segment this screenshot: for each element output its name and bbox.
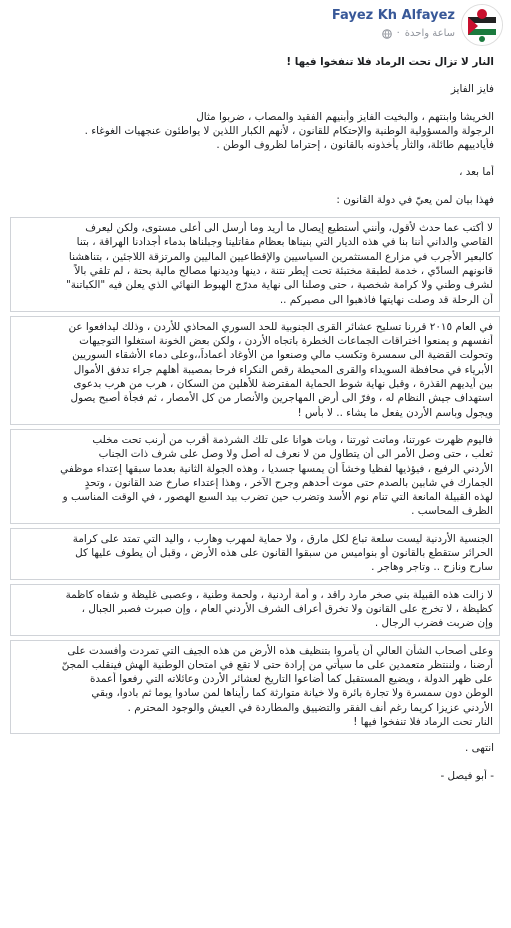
paragraph-line: بين أيديهم القذرة ، وقبل نهاية شوط الحماية المفترضة للأهلين من السكان ، هرب من هرب بدعوى [73,378,493,391]
paragraph-line: فايز الفايز [450,83,494,96]
post-paragraph [10,316,500,425]
post-body [10,52,500,793]
paragraph-line: أما بعد ، [459,166,494,179]
paragraph-line: فاليوم ظهرت عورتنا، وماتت ثورتنا ، وبات هوانا على تلك الشرذمة أقرب من أرنب تحت مخلب [92,433,493,446]
post-paragraph [10,766,500,787]
paragraph-line: - أبو فيصل - [440,769,494,782]
paragraph-line: الجنسية الأردنية ليست سلعة تباع لكل مارق ، ولا حماية لمهرب وهارب ، واليد التي تمتد على كرامة [72,532,493,545]
post-paragraph [10,107,500,157]
paragraph-line: الأردني الرفيع ، فيؤذيها لفظيا وخشاً أن يمسها جسديا ، وهذه الجولة الثانية بعدما سبقها إعتداء موظفي [60,462,493,475]
paragraph-line: الظرف المحاسب . [411,505,493,518]
paragraph-line: وعلى أصحاب الشأن العالي أن يأمروا بتنظيف هذه الأرض من هذه الجيف التي تمردت وأفسدت على [67,644,493,657]
paragraph-line: وتحولت القضية الى سمسرة وتكسب مالي وصنعوا من الأوغاد أعماداً،،وعلى دماء الأشقاء السوريين [72,349,493,362]
paragraph-line: الرجولة والمسؤولية الوطنية والإحتكام للقانون ، لأنهم الكبار اللذين لا يواطئون عنجهيات الغوغاء . [84,124,494,137]
paragraph-line: أن الرحلة قد وصلت نهايتها فاذهبوا الى مصيركم .. [279,293,493,306]
paragraph-line: على ظهر الدولة ، ويضيع المستقبل كما أضاعوا التاريخ لعشائر الأردن وعائلاته التي رفعوا أعمدة [89,673,493,686]
post-time[interactable]: ساعة واحدة [404,28,455,39]
paragraph-line: وإن ضربت فضرب الرجال . [374,617,493,630]
paragraph-line: لشرف وطني ولا كرامة شخصية ، حتى وصلنا الى نهاية مدرّج الهبوط النهائي الذي يعلن فيه "الكباتنة" [65,279,493,292]
paragraph-line: أنفسهم و يمنعوا اختراقات الجماعات الخطرة باتجاه الأردن ، ولكن بعض الخونة استغلوا التوجيهات [79,335,493,348]
paragraph-line: لا أكتب عما حدث لأقول، وأنني أستطيع إيصال ما أريد وما أرسل الى أعلى مستوى، ولكن ليعرف [85,222,493,235]
paragraph-line: استهداف جيش النظام له ، وفرّ الى أرض المهاجرين والأنصار من كل الأمصار ، ثم فجأة أصبح يصول [70,392,493,405]
post-paragraph [10,190,500,211]
paragraph-line: فأيادييهم طائلة، والثأر يأخذونه بالقانون ، إحتراما لظروف الوطن . [216,139,494,152]
paragraph-line: انتهى . [465,742,494,755]
post-paragraph [10,429,500,524]
post-paragraph [10,640,500,735]
paragraph-line: الحرائر ستقطع بالقانون أو بنواميس من سبقوا القانون على هذه الأرض ، وقبل أن يطوف عليها كل [75,547,493,560]
paragraph-line: ثعلب ، حتى وصل الأمر الى أن يتطاول من لا نعرف له أصل ولا وصل على شرف ذات الجناب [98,448,493,461]
post-header [0,0,511,56]
paragraph-line: لهذه القبيلة المانعة التي تنام نوم الأسد وتضرب حين تضرب بيد السبع الهصور ، في الوقت المناسب و [62,491,493,504]
paragraph-line: الأبرياء في محافظة السويداء والقرى المحيطة رقص النكراء فرحا بمصيبة أهلهم جراء تدفق الأموال [73,363,493,376]
separator-dot: · [396,28,400,39]
profile-avatar[interactable] [461,4,503,46]
paragraph-line: كظيظة ، لا تخرج على القانون ولا تخرق أعراف الشرف الأردني العام ، وإن صبرت فصبر الجبال ، [81,602,493,615]
paragraph-line: في العام ٢٠١٥ قررنا تسليح عشائر القرى الجنوبية للحد السوري المحاذي للأردن ، وذلك ليدافعوا عن [68,320,493,333]
paragraph-line: كالبعير الأجرب في مزارع المستثمرين السياسيين والإقطاعيين الماليين والمرتزقة اللاجئين ، بتناهشنا [68,250,493,263]
paragraph-line: الأردني عزيزا كريما رغم أنف الفقر والتضييق والمطاردة في العيش والوجود المحترم . [127,701,493,714]
post-paragraph [10,738,500,759]
paragraph-line: لا زالت هذه القبيلة بني صخر مارد راقد ، و أمة أردنية ، ولحمة وطنية ، وعصبى غليظة و شفاه كاظمة [65,588,493,601]
paragraph-line: النار لا تزال تحت الرماد فلا تنفخوا فيها ! [286,56,494,68]
paragraph-line: فهذا بيان لمن يعيّ في دولة القانون : [336,193,494,206]
paragraph-line: الخريشا وابنتهم ، والبخيت الفايز وأبنيهم الفقيد والمصاب ، ضربوا مثال [196,110,494,123]
post-paragraph [10,584,500,636]
post-paragraph [10,162,500,183]
post-paragraph [10,52,500,73]
post-paragraph [10,528,500,580]
post-paragraph [10,79,500,100]
paragraph-line: الجمارك في شابين بالصدم حتى موت أحدهم وجرح الآخر ، وهذا إعتداء صارخ ضد القانون ، وتحدٍ [84,476,493,489]
globe-icon[interactable] [382,29,392,39]
post-paragraph [10,217,500,312]
paragraph-line: ويجول وباسم الأردن يفعل ما يشاء .. لا بأس ! [297,406,493,419]
author-name[interactable]: Fayez Kh Alfayez [331,8,455,23]
avatar-emblem-icon [462,5,502,45]
paragraph-line: قانونهم السادّي ، خدمة لطبقة مختبئة تحت إيطر نتنة ، دينها وديدنها مصالح مالية بحتة ، لم تلقي بالاً [74,264,493,277]
paragraph-line: النار تحت الرماد فلا تنفخوا فيها ! [353,715,493,728]
paragraph-line: أرضنا ، ولننتظر متعمدين على ما سيأتي من إرادة حتى لا تقع في امتحان الوطنية الهش فينقلب المجنّ [61,658,493,671]
paragraph-line: القاصي والداني أننا بنا في هذه الديار التي بنيناها بعظام مقاتلينا وجبلناها بدماء أجدادنا الهراقة ، بتنا [76,236,493,249]
paragraph-line: الوطن دون سمسرة ولا تجارة بائرة ولا خيانة متوارثة كما رأيناها لمن سادوا يوما ثم بادوا، وبقي [91,687,493,700]
post-meta [382,28,455,39]
paragraph-line: سارح ونازح .. وتاجر وهاجر . [371,561,493,574]
